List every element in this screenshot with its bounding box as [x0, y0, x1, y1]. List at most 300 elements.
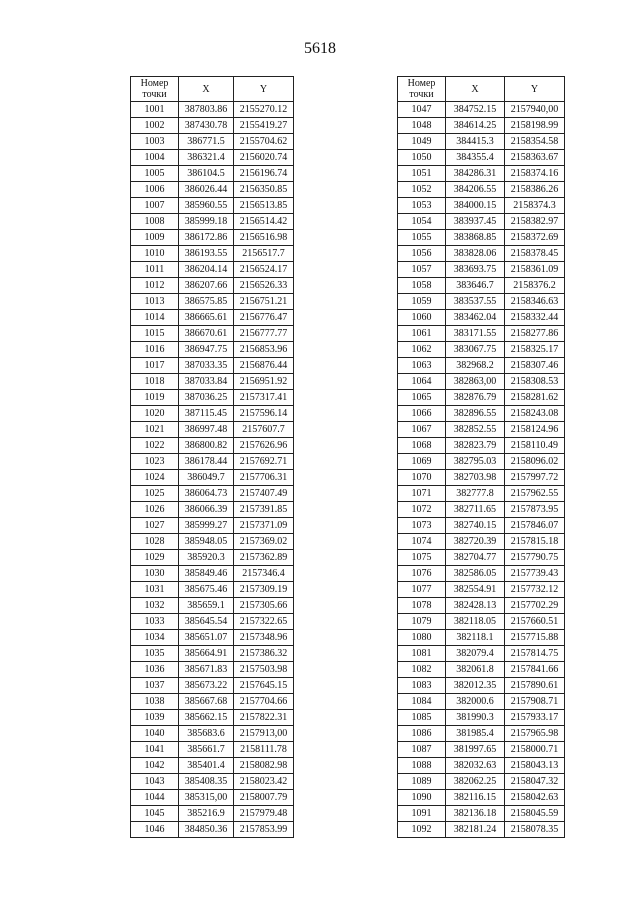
x-coordinate-cell: 381985.4	[446, 726, 505, 742]
point-number-cell: 1049	[398, 134, 446, 150]
x-coordinate-cell: 382823.79	[446, 438, 505, 454]
point-number-cell: 1087	[398, 742, 446, 758]
x-coordinate-cell: 386771.5	[179, 134, 234, 150]
table-row	[131, 134, 294, 150]
y-coordinate-cell: 2158042.63	[505, 790, 565, 806]
y-coordinate-cell: 2158124.96	[505, 422, 565, 438]
y-coordinate-cell: 2156524.17	[234, 262, 294, 278]
point-number-cell: 1024	[131, 470, 179, 486]
table-row	[398, 774, 565, 790]
y-coordinate-cell: 2158378.45	[505, 246, 565, 262]
x-coordinate-cell: 382704.77	[446, 550, 505, 566]
point-number-cell: 1045	[131, 806, 179, 822]
y-coordinate-cell: 2157309.19	[234, 582, 294, 598]
y-coordinate-cell: 2157607.7	[234, 422, 294, 438]
x-coordinate-cell: 384286.31	[446, 166, 505, 182]
table-row	[131, 678, 294, 694]
table-row	[398, 438, 565, 454]
point-number-cell: 1017	[131, 358, 179, 374]
x-coordinate-cell: 382863,00	[446, 374, 505, 390]
table-row	[131, 118, 294, 134]
x-coordinate-cell: 386172.86	[179, 230, 234, 246]
table-row	[398, 598, 565, 614]
x-coordinate-cell: 385671.83	[179, 662, 234, 678]
y-coordinate-cell: 2157715.88	[505, 630, 565, 646]
y-coordinate-cell: 2156516.98	[234, 230, 294, 246]
point-number-cell: 1044	[131, 790, 179, 806]
x-coordinate-cell: 383646.7	[446, 278, 505, 294]
point-number-cell: 1036	[131, 662, 179, 678]
x-coordinate-cell: 387033.35	[179, 358, 234, 374]
table-row	[131, 150, 294, 166]
x-coordinate-cell: 385664.91	[179, 646, 234, 662]
table-header-row	[398, 77, 565, 102]
y-coordinate-cell: 2157706.31	[234, 470, 294, 486]
table-row	[131, 822, 294, 838]
y-coordinate-cell: 2157305.66	[234, 598, 294, 614]
table-row	[398, 566, 565, 582]
point-number-cell: 1056	[398, 246, 446, 262]
table-row	[398, 230, 565, 246]
y-coordinate-cell: 2156876.44	[234, 358, 294, 374]
x-coordinate-cell: 382000.6	[446, 694, 505, 710]
point-number-cell: 1057	[398, 262, 446, 278]
table-row	[131, 390, 294, 406]
coordinates-table-right	[397, 76, 565, 838]
y-coordinate-cell: 2157739.43	[505, 566, 565, 582]
y-coordinate-cell: 2156526.33	[234, 278, 294, 294]
point-number-cell: 1081	[398, 646, 446, 662]
page-number: 5618	[304, 40, 336, 57]
x-coordinate-cell: 383693.75	[446, 262, 505, 278]
point-number-cell: 1013	[131, 294, 179, 310]
point-number-cell: 1059	[398, 294, 446, 310]
y-coordinate-cell: 2158361.09	[505, 262, 565, 278]
x-coordinate-cell: 386204.14	[179, 262, 234, 278]
y-coordinate-cell: 2156513.85	[234, 198, 294, 214]
x-coordinate-cell: 384752.15	[446, 102, 505, 118]
x-coordinate-cell: 386178.44	[179, 454, 234, 470]
x-coordinate-cell: 382777.8	[446, 486, 505, 502]
point-number-cell: 1068	[398, 438, 446, 454]
y-coordinate-cell: 2155270.12	[234, 102, 294, 118]
table-row	[131, 438, 294, 454]
table-row	[398, 710, 565, 726]
y-coordinate-cell: 2156350.85	[234, 182, 294, 198]
point-number-cell: 1034	[131, 630, 179, 646]
y-coordinate-cell: 2156853.96	[234, 342, 294, 358]
y-coordinate-cell: 2158374.3	[505, 198, 565, 214]
y-coordinate-cell: 2157822.31	[234, 710, 294, 726]
point-number-cell: 1004	[131, 150, 179, 166]
x-coordinate-cell: 386997.48	[179, 422, 234, 438]
y-coordinate-cell: 2157645.15	[234, 678, 294, 694]
y-coordinate-cell: 2157348.96	[234, 630, 294, 646]
point-number-cell: 1051	[398, 166, 446, 182]
table-row	[131, 262, 294, 278]
x-coordinate-cell: 382554.91	[446, 582, 505, 598]
table-row	[131, 326, 294, 342]
table-row	[398, 726, 565, 742]
table-row	[131, 694, 294, 710]
x-coordinate-cell: 385645.54	[179, 614, 234, 630]
x-coordinate-cell: 386193.55	[179, 246, 234, 262]
y-coordinate-cell: 2157702.29	[505, 598, 565, 614]
table-row	[398, 278, 565, 294]
x-coordinate-cell: 382118.1	[446, 630, 505, 646]
point-number-cell: 1032	[131, 598, 179, 614]
point-number-cell: 1023	[131, 454, 179, 470]
x-coordinate-cell: 385948.05	[179, 534, 234, 550]
x-coordinate-cell: 381997.65	[446, 742, 505, 758]
point-number-cell: 1055	[398, 230, 446, 246]
table-row	[398, 182, 565, 198]
point-number-cell: 1060	[398, 310, 446, 326]
y-coordinate-cell: 2157317.41	[234, 390, 294, 406]
y-coordinate-cell: 2157853.99	[234, 822, 294, 838]
table-header-row	[131, 77, 294, 102]
x-coordinate-cell: 386064.73	[179, 486, 234, 502]
table-row	[398, 630, 565, 646]
point-number-cell: 1069	[398, 454, 446, 470]
point-number-cell: 1065	[398, 390, 446, 406]
table-row	[131, 294, 294, 310]
table-row	[131, 582, 294, 598]
x-coordinate-cell: 382720.39	[446, 534, 505, 550]
x-header: X	[179, 77, 234, 102]
point-number-cell: 1077	[398, 582, 446, 598]
x-coordinate-cell: 386321.4	[179, 150, 234, 166]
x-coordinate-cell: 383537.55	[446, 294, 505, 310]
x-coordinate-cell: 385849.46	[179, 566, 234, 582]
y-coordinate-cell: 2158047.32	[505, 774, 565, 790]
point-number-cell: 1052	[398, 182, 446, 198]
table-row	[398, 678, 565, 694]
x-coordinate-cell: 382062.25	[446, 774, 505, 790]
y-coordinate-cell: 2157814.75	[505, 646, 565, 662]
y-header: Y	[505, 77, 565, 102]
table-row	[398, 550, 565, 566]
y-coordinate-cell: 2158111.78	[234, 742, 294, 758]
y-coordinate-cell: 2158382.97	[505, 214, 565, 230]
y-coordinate-cell: 2157407.49	[234, 486, 294, 502]
y-coordinate-cell: 2158078.35	[505, 822, 565, 838]
y-coordinate-cell: 2157346.4	[234, 566, 294, 582]
y-coordinate-cell: 2158281.62	[505, 390, 565, 406]
y-coordinate-cell: 2158354.58	[505, 134, 565, 150]
table-row	[398, 150, 565, 166]
x-coordinate-cell: 386575.85	[179, 294, 234, 310]
table-row	[131, 198, 294, 214]
table-row	[131, 534, 294, 550]
point-number-cell: 1091	[398, 806, 446, 822]
x-coordinate-cell: 382012.35	[446, 678, 505, 694]
x-coordinate-cell: 384614.25	[446, 118, 505, 134]
table-row	[131, 454, 294, 470]
y-coordinate-cell: 2158374.16	[505, 166, 565, 182]
x-coordinate-cell: 382118.05	[446, 614, 505, 630]
x-coordinate-cell: 385216.9	[179, 806, 234, 822]
y-coordinate-cell: 2158376.2	[505, 278, 565, 294]
x-coordinate-cell: 385673.22	[179, 678, 234, 694]
x-coordinate-cell: 381990.3	[446, 710, 505, 726]
y-coordinate-cell: 2157369.02	[234, 534, 294, 550]
table-row	[131, 774, 294, 790]
table-row	[131, 230, 294, 246]
table-row	[398, 166, 565, 182]
y-coordinate-cell: 2156020.74	[234, 150, 294, 166]
point-number-cell: 1076	[398, 566, 446, 582]
point-number-cell: 1083	[398, 678, 446, 694]
point-number-cell: 1041	[131, 742, 179, 758]
table-row	[131, 374, 294, 390]
x-coordinate-cell: 382079.4	[446, 646, 505, 662]
point-number-cell: 1027	[131, 518, 179, 534]
x-coordinate-cell: 383868.85	[446, 230, 505, 246]
y-coordinate-cell: 2157503.98	[234, 662, 294, 678]
point-number-cell: 1085	[398, 710, 446, 726]
point-number-cell: 1072	[398, 502, 446, 518]
x-coordinate-cell: 385662.15	[179, 710, 234, 726]
point-number-cell: 1067	[398, 422, 446, 438]
point-number-cell: 1047	[398, 102, 446, 118]
table-row	[131, 518, 294, 534]
table-row	[131, 358, 294, 374]
point-number-cell: 1040	[131, 726, 179, 742]
table-row	[131, 102, 294, 118]
table-row	[131, 726, 294, 742]
table-row	[131, 790, 294, 806]
y-coordinate-cell: 2157362.89	[234, 550, 294, 566]
x-header: X	[446, 77, 505, 102]
table-row	[398, 534, 565, 550]
y-coordinate-cell: 2157660.51	[505, 614, 565, 630]
table-row	[398, 262, 565, 278]
x-coordinate-cell: 386049.7	[179, 470, 234, 486]
x-coordinate-cell: 385683.6	[179, 726, 234, 742]
point-number-cell: 1042	[131, 758, 179, 774]
point-number-cell: 1011	[131, 262, 179, 278]
point-number-cell: 1019	[131, 390, 179, 406]
y-coordinate-cell: 2157979.48	[234, 806, 294, 822]
table-row	[131, 550, 294, 566]
x-coordinate-cell: 385401.4	[179, 758, 234, 774]
point-number-cell: 1079	[398, 614, 446, 630]
table-row	[398, 822, 565, 838]
x-coordinate-cell: 385920.3	[179, 550, 234, 566]
point-number-cell: 1084	[398, 694, 446, 710]
point-number-cell: 1046	[131, 822, 179, 838]
y-coordinate-cell: 2157322.65	[234, 614, 294, 630]
point-number-cell: 1039	[131, 710, 179, 726]
table-row	[398, 806, 565, 822]
x-coordinate-cell: 382428.13	[446, 598, 505, 614]
table-row	[131, 166, 294, 182]
x-coordinate-cell: 382116.15	[446, 790, 505, 806]
y-coordinate-cell: 2157908.71	[505, 694, 565, 710]
point-number-cell: 1090	[398, 790, 446, 806]
y-coordinate-cell: 2156776.47	[234, 310, 294, 326]
x-coordinate-cell: 387115.45	[179, 406, 234, 422]
y-coordinate-cell: 2158346.63	[505, 294, 565, 310]
y-coordinate-cell: 2155419.27	[234, 118, 294, 134]
y-coordinate-cell: 2158386.26	[505, 182, 565, 198]
point-number-cell: 1089	[398, 774, 446, 790]
x-coordinate-cell: 383462.04	[446, 310, 505, 326]
x-coordinate-cell: 382852.55	[446, 422, 505, 438]
y-coordinate-cell: 2157371.09	[234, 518, 294, 534]
y-coordinate-cell: 2157997.72	[505, 470, 565, 486]
y-coordinate-cell: 2157692.71	[234, 454, 294, 470]
table-row	[398, 470, 565, 486]
y-coordinate-cell: 2158325.17	[505, 342, 565, 358]
x-coordinate-cell: 385999.27	[179, 518, 234, 534]
y-coordinate-cell: 2158045.59	[505, 806, 565, 822]
point-number-cell: 1082	[398, 662, 446, 678]
point-number-cell: 1038	[131, 694, 179, 710]
y-coordinate-cell: 2157940,00	[505, 102, 565, 118]
table-row	[131, 742, 294, 758]
table-row	[398, 342, 565, 358]
point-number-cell: 1088	[398, 758, 446, 774]
table-row	[398, 646, 565, 662]
table-row	[398, 374, 565, 390]
y-coordinate-cell: 2157626.96	[234, 438, 294, 454]
x-coordinate-cell: 385999.18	[179, 214, 234, 230]
point-number-cell: 1006	[131, 182, 179, 198]
point-number-cell: 1043	[131, 774, 179, 790]
x-coordinate-cell: 387033.84	[179, 374, 234, 390]
x-coordinate-cell: 386670.61	[179, 326, 234, 342]
table-row	[131, 486, 294, 502]
point-number-cell: 1078	[398, 598, 446, 614]
y-coordinate-cell: 2157790.75	[505, 550, 565, 566]
y-coordinate-cell: 2157841.66	[505, 662, 565, 678]
table-row	[131, 406, 294, 422]
point-number-cell: 1061	[398, 326, 446, 342]
point-number-cell: 1075	[398, 550, 446, 566]
table-row	[398, 358, 565, 374]
table-row	[398, 118, 565, 134]
x-coordinate-cell: 386026.44	[179, 182, 234, 198]
point-number-cell: 1008	[131, 214, 179, 230]
y-coordinate-cell: 2157965.98	[505, 726, 565, 742]
point-number-cell: 1064	[398, 374, 446, 390]
point-number-cell: 1021	[131, 422, 179, 438]
point-number-cell: 1080	[398, 630, 446, 646]
table-row	[398, 758, 565, 774]
x-coordinate-cell: 384000.15	[446, 198, 505, 214]
y-coordinate-cell: 2156514.42	[234, 214, 294, 230]
point-number-cell: 1007	[131, 198, 179, 214]
table-row	[131, 182, 294, 198]
x-coordinate-cell: 386800.82	[179, 438, 234, 454]
x-coordinate-cell: 383171.55	[446, 326, 505, 342]
point-number-cell: 1029	[131, 550, 179, 566]
point-number-cell: 1009	[131, 230, 179, 246]
table-row	[131, 646, 294, 662]
table-row	[131, 614, 294, 630]
point-number-cell: 1016	[131, 342, 179, 358]
point-number-cell: 1054	[398, 214, 446, 230]
y-coordinate-cell: 2157913,00	[234, 726, 294, 742]
table-row	[131, 806, 294, 822]
x-coordinate-cell: 384355.4	[446, 150, 505, 166]
table-row	[131, 598, 294, 614]
point-number-cell: 1074	[398, 534, 446, 550]
point-number-cell: 1063	[398, 358, 446, 374]
y-coordinate-cell: 2156517.7	[234, 246, 294, 262]
x-coordinate-cell: 386207.66	[179, 278, 234, 294]
point-number-cell: 1005	[131, 166, 179, 182]
y-coordinate-cell: 2158000.71	[505, 742, 565, 758]
y-coordinate-cell: 2158110.49	[505, 438, 565, 454]
y-coordinate-cell: 2157873.95	[505, 502, 565, 518]
point-number-cell: 1073	[398, 518, 446, 534]
point-number-cell: 1028	[131, 534, 179, 550]
point-number-cell: 1001	[131, 102, 179, 118]
table-row	[398, 790, 565, 806]
x-coordinate-cell: 385960.55	[179, 198, 234, 214]
y-coordinate-cell: 2157391.85	[234, 502, 294, 518]
table-row	[131, 342, 294, 358]
point-number-cell: 1030	[131, 566, 179, 582]
point-number-cell: 1010	[131, 246, 179, 262]
point-number-cell: 1031	[131, 582, 179, 598]
table-row	[398, 246, 565, 262]
table-row	[398, 454, 565, 470]
y-coordinate-cell: 2157933.17	[505, 710, 565, 726]
x-coordinate-cell: 384850.36	[179, 822, 234, 838]
x-coordinate-cell: 382136.18	[446, 806, 505, 822]
table-row	[131, 422, 294, 438]
point-number-cell: 1062	[398, 342, 446, 358]
y-coordinate-cell: 2158243.08	[505, 406, 565, 422]
x-coordinate-cell: 386947.75	[179, 342, 234, 358]
table-row	[398, 518, 565, 534]
y-coordinate-cell: 2158043.13	[505, 758, 565, 774]
y-coordinate-cell: 2158198.99	[505, 118, 565, 134]
point-number-cell: 1071	[398, 486, 446, 502]
point-number-cell: 1092	[398, 822, 446, 838]
table-row	[398, 214, 565, 230]
table-row	[398, 614, 565, 630]
x-coordinate-cell: 384415.3	[446, 134, 505, 150]
y-coordinate-cell: 2158307.46	[505, 358, 565, 374]
table-row	[131, 310, 294, 326]
point-number-cell: 1066	[398, 406, 446, 422]
y-coordinate-cell: 2158277.86	[505, 326, 565, 342]
y-coordinate-cell: 2158363.67	[505, 150, 565, 166]
x-coordinate-cell: 385659.1	[179, 598, 234, 614]
x-coordinate-cell: 382876.79	[446, 390, 505, 406]
x-coordinate-cell: 386665.61	[179, 310, 234, 326]
y-coordinate-cell: 2157732.12	[505, 582, 565, 598]
x-coordinate-cell: 385408.35	[179, 774, 234, 790]
table-row	[131, 214, 294, 230]
point-number-cell: 1012	[131, 278, 179, 294]
x-coordinate-cell: 385651.07	[179, 630, 234, 646]
point-number-cell: 1020	[131, 406, 179, 422]
coordinates-table-left	[130, 76, 294, 838]
table-row	[398, 582, 565, 598]
x-coordinate-cell: 386066.39	[179, 502, 234, 518]
y-coordinate-cell: 2158007.79	[234, 790, 294, 806]
x-coordinate-cell: 382896.55	[446, 406, 505, 422]
table-row	[398, 310, 565, 326]
table-row	[398, 134, 565, 150]
table-row	[131, 470, 294, 486]
